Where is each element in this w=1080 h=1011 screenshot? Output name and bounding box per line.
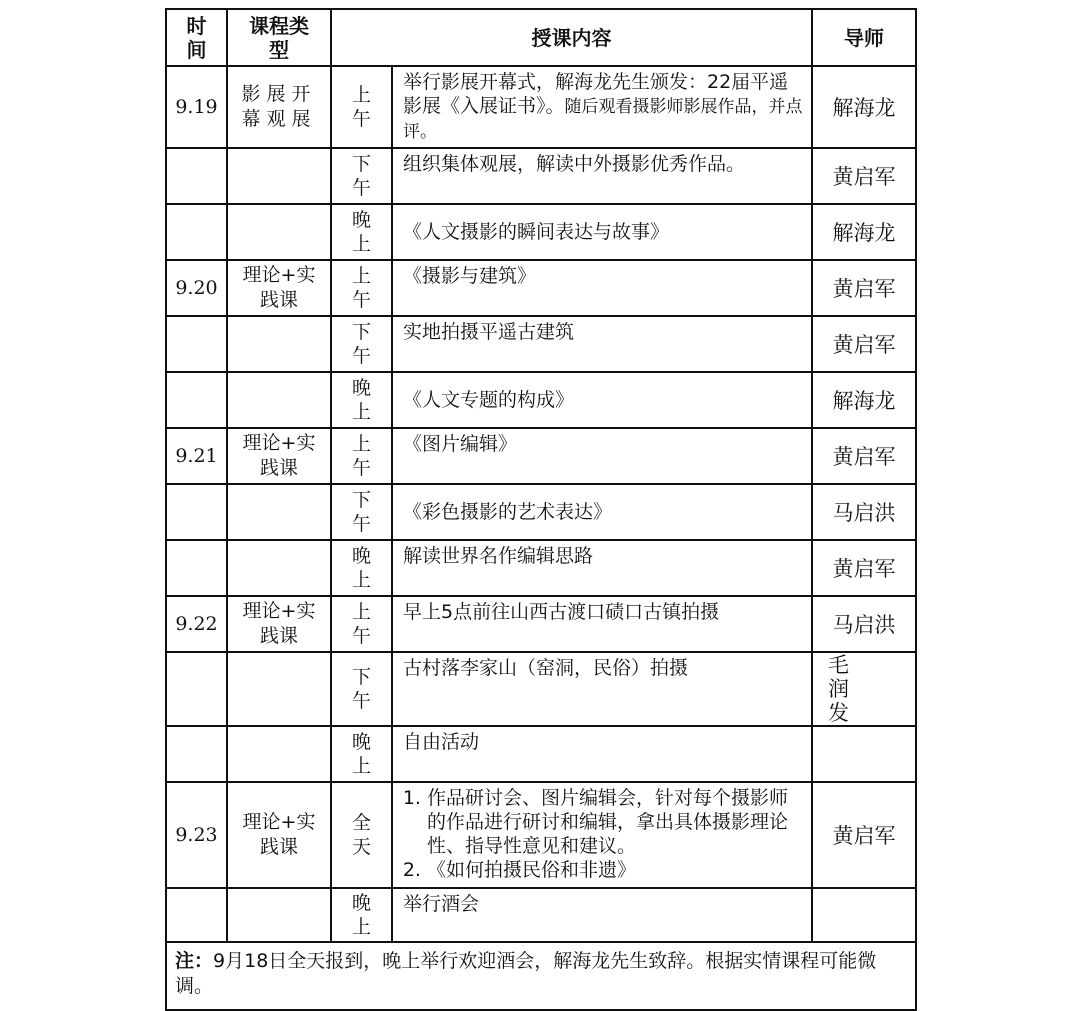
course-type-cell: 影展开幕观展 <box>227 66 331 148</box>
course-type-cell: 理论+实践课 <box>227 596 331 652</box>
content-cell: 《人文专题的构成》 <box>392 372 812 428</box>
content-cell <box>392 782 812 888</box>
schedule-table <box>165 8 917 1011</box>
date-cell <box>166 148 227 204</box>
course-type-cell: 理论+实践课 <box>227 782 331 888</box>
date-cell: 9.22 <box>166 596 227 652</box>
content-cell: 解读世界名作编辑思路 <box>392 540 812 596</box>
teacher-cell: 马启洪 <box>812 484 916 540</box>
period-cell: 上午 <box>331 428 392 484</box>
content-list <box>403 786 803 882</box>
header-row <box>166 9 916 66</box>
table-row <box>166 316 916 372</box>
note-text: 9月18日全天报到，晚上举行欢迎酒会，解海龙先生致辞。根据实情课程可能微调。 <box>175 950 877 997</box>
table-row <box>166 484 916 540</box>
course-type-cell <box>227 726 331 782</box>
header-teacher: 导师 <box>812 9 916 66</box>
content-cell: 自由活动 <box>392 726 812 782</box>
content-cell: 早上5点前往山西古渡口碛口古镇拍摄 <box>392 596 812 652</box>
table-row <box>166 540 916 596</box>
list-item: 2. 《如何拍摄民俗和非遗》 <box>427 858 803 882</box>
course-type-cell <box>227 540 331 596</box>
period-cell: 全天 <box>331 782 392 888</box>
course-type-cell <box>227 316 331 372</box>
period-cell: 下午 <box>331 484 392 540</box>
teacher-cell: 黄启军 <box>812 782 916 888</box>
header-time: 时间 <box>166 9 227 66</box>
course-type-cell: 理论+实践课 <box>227 260 331 316</box>
period-cell: 下午 <box>331 316 392 372</box>
course-type-cell <box>227 148 331 204</box>
content-cell: 《彩色摄影的艺术表达》 <box>392 484 812 540</box>
teacher-cell: 解海龙 <box>812 372 916 428</box>
content-cell: 《人文摄影的瞬间表达与故事》 <box>392 204 812 260</box>
table-row <box>166 66 916 148</box>
content-cell: 举行影展开幕式，解海龙先生颁发：22届平遥影展《入展证书》。随后观看摄影师影展作品，并点评。 <box>392 66 812 148</box>
date-cell <box>166 888 227 942</box>
course-type-cell <box>227 204 331 260</box>
note-label: 注： <box>175 950 214 972</box>
table-row <box>166 428 916 484</box>
date-cell: 9.20 <box>166 260 227 316</box>
period-cell: 下午 <box>331 148 392 204</box>
table-row <box>166 260 916 316</box>
table-row <box>166 652 916 726</box>
teacher-cell <box>812 888 916 942</box>
period-cell: 晚上 <box>331 372 392 428</box>
teacher-cell: 黄启军 <box>812 316 916 372</box>
course-type-cell <box>227 888 331 942</box>
header-type: 课程类型 <box>227 9 331 66</box>
period-cell: 晚上 <box>331 726 392 782</box>
list-item: 1. 作品研讨会、图片编辑会，针对每个摄影师的作品进行研讨和编辑，拿出具体摄影理论性、指导性意见和建议。 <box>427 786 803 858</box>
date-cell <box>166 316 227 372</box>
date-cell <box>166 540 227 596</box>
date-cell <box>166 204 227 260</box>
note-row <box>166 942 916 1010</box>
period-cell: 晚上 <box>331 540 392 596</box>
content-cell: 《摄影与建筑》 <box>392 260 812 316</box>
period-cell: 上午 <box>331 596 392 652</box>
table-row <box>166 596 916 652</box>
course-type-cell: 理论+实践课 <box>227 428 331 484</box>
content-cell: 举行酒会 <box>392 888 812 942</box>
course-type-cell <box>227 372 331 428</box>
date-cell: 9.21 <box>166 428 227 484</box>
content-cell: 实地拍摄平遥古建筑 <box>392 316 812 372</box>
content-cell: 古村落李家山（窑洞，民俗）拍摄 <box>392 652 812 726</box>
period-cell: 上午 <box>331 66 392 148</box>
date-cell <box>166 726 227 782</box>
date-cell <box>166 484 227 540</box>
teacher-cell: 黄启军 <box>812 260 916 316</box>
table-row <box>166 148 916 204</box>
note-cell <box>166 942 916 1010</box>
content-cell: 组织集体观展，解读中外摄影优秀作品。 <box>392 148 812 204</box>
teacher-cell: 马启洪 <box>812 596 916 652</box>
teacher-cell: 毛润发 <box>812 652 916 726</box>
table-row <box>166 204 916 260</box>
header-content: 授课内容 <box>331 9 812 66</box>
teacher-cell: 黄启军 <box>812 540 916 596</box>
course-type-cell <box>227 652 331 726</box>
table-row <box>166 726 916 782</box>
period-cell: 下午 <box>331 652 392 726</box>
teacher-cell <box>812 726 916 782</box>
course-type-cell <box>227 484 331 540</box>
period-cell: 上午 <box>331 260 392 316</box>
teacher-cell: 解海龙 <box>812 66 916 148</box>
date-cell: 9.19 <box>166 66 227 148</box>
content-cell: 《图片编辑》 <box>392 428 812 484</box>
table-row <box>166 782 916 888</box>
table-row <box>166 372 916 428</box>
teacher-cell: 黄启军 <box>812 148 916 204</box>
date-cell: 9.23 <box>166 782 227 888</box>
teacher-cell: 黄启军 <box>812 428 916 484</box>
period-cell: 晚上 <box>331 204 392 260</box>
date-cell <box>166 372 227 428</box>
teacher-cell: 解海龙 <box>812 204 916 260</box>
date-cell <box>166 652 227 726</box>
period-cell: 晚上 <box>331 888 392 942</box>
table-row <box>166 888 916 942</box>
